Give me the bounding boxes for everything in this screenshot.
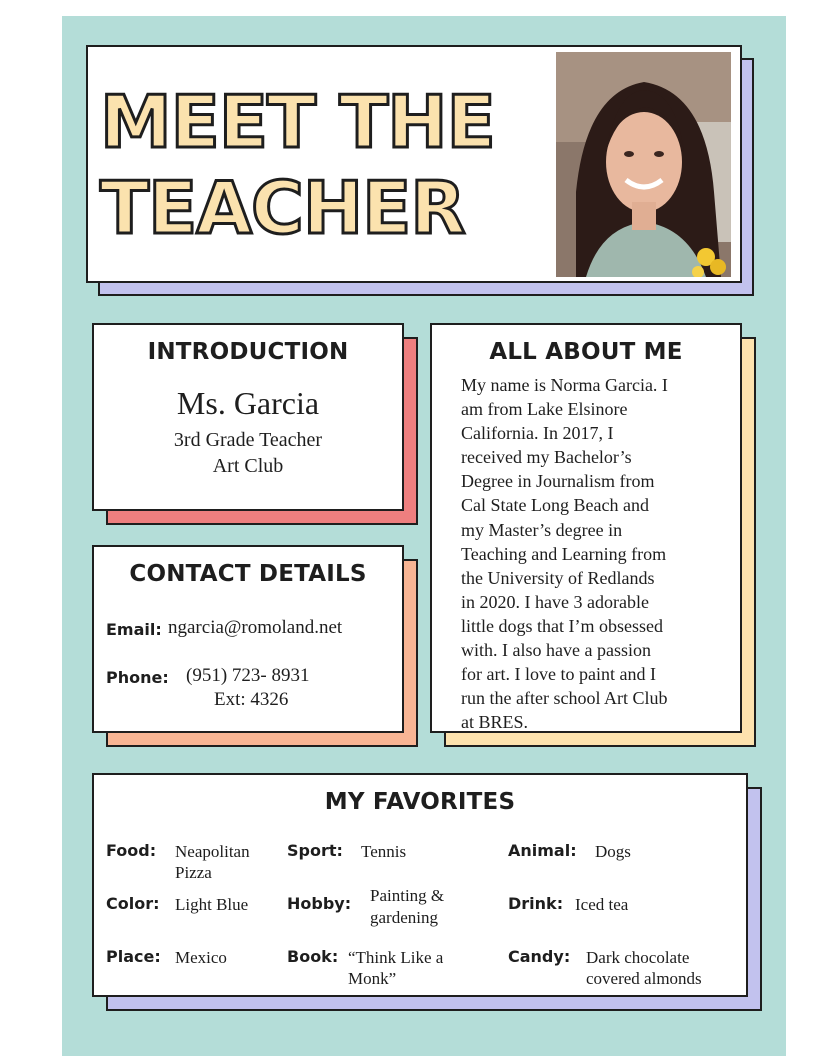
sport-label: Sport:	[287, 841, 343, 860]
phone-value[interactable]: (951) 723- 8931	[186, 665, 310, 686]
drink-value: Iced tea	[575, 895, 629, 914]
teacher-name: Ms. Garcia	[176, 385, 320, 421]
animal-value: Dogs	[595, 842, 631, 861]
about-line: the University of Redlands	[461, 567, 655, 588]
place-label: Place:	[106, 947, 161, 966]
about-line: Cal State Long Beach and	[461, 495, 649, 516]
email-value[interactable]: ngarcia@romoland.net	[168, 617, 343, 638]
about-line: Teaching and Learning from	[461, 543, 667, 564]
candy-label: Candy:	[508, 947, 571, 966]
introduction-heading: INTRODUCTION	[147, 339, 349, 365]
food-label: Food:	[106, 841, 157, 860]
animal-label: Animal:	[508, 841, 577, 860]
teacher-role: 3rd Grade Teacher	[173, 429, 323, 451]
about-heading: ALL ABOUT ME	[489, 339, 683, 365]
introduction-card	[92, 323, 404, 511]
food-value-line2: Pizza	[175, 863, 212, 882]
title-line-1: MEET THE	[100, 80, 495, 164]
about-line: My name is Norma Garcia. I	[461, 375, 668, 395]
favorites-card	[92, 773, 748, 997]
place-value: Mexico	[175, 948, 227, 967]
color-value: Light Blue	[175, 895, 249, 914]
about-line: am from Lake Elsinore	[461, 399, 628, 420]
about-line: California. In 2017, I	[461, 423, 614, 444]
about-line: Degree in Journalism from	[461, 471, 655, 492]
hobby-value-line1: Painting &	[370, 886, 445, 905]
about-line: received my Bachelor’s	[461, 447, 632, 468]
email-label: Email:	[106, 620, 162, 639]
favorites-heading: MY FAVORITES	[324, 789, 516, 815]
phone-extension: Ext: 4326	[214, 689, 289, 710]
hobby-value-line2: gardening	[370, 908, 438, 927]
hobby-label: Hobby:	[287, 894, 352, 913]
about-line: for art. I love to paint and I	[461, 664, 656, 685]
book-value-line2: Monk”	[348, 969, 397, 988]
about-line: my Master’s degree in	[461, 519, 623, 540]
about-line: with. I also have a passion	[461, 640, 651, 661]
candy-value-line1: Dark chocolate	[586, 948, 690, 967]
phone-label: Phone:	[106, 668, 169, 687]
about-line: in 2020. I have 3 adorable	[461, 591, 649, 612]
title-line-2: TEACHER	[100, 166, 465, 250]
color-label: Color:	[106, 894, 160, 913]
candy-value-line2: covered almonds	[586, 969, 702, 988]
book-label: Book:	[287, 947, 339, 966]
contact-card	[92, 545, 404, 733]
about-text	[461, 373, 668, 734]
about-line: little dogs that I’m obsessed	[461, 615, 663, 636]
teacher-club: Art Club	[212, 455, 284, 477]
teacher-portrait-image	[556, 52, 731, 277]
about-card	[430, 323, 742, 733]
drink-label: Drink:	[508, 894, 564, 913]
about-line: at BRES.	[461, 712, 529, 733]
book-value-line1: “Think Like a	[348, 948, 444, 967]
sport-value: Tennis	[361, 842, 407, 861]
contact-heading: CONTACT DETAILS	[129, 561, 367, 587]
food-value-line1: Neapolitan	[175, 842, 250, 861]
teacher-photo	[556, 52, 731, 277]
about-line: run the after school Art Club	[461, 688, 668, 709]
